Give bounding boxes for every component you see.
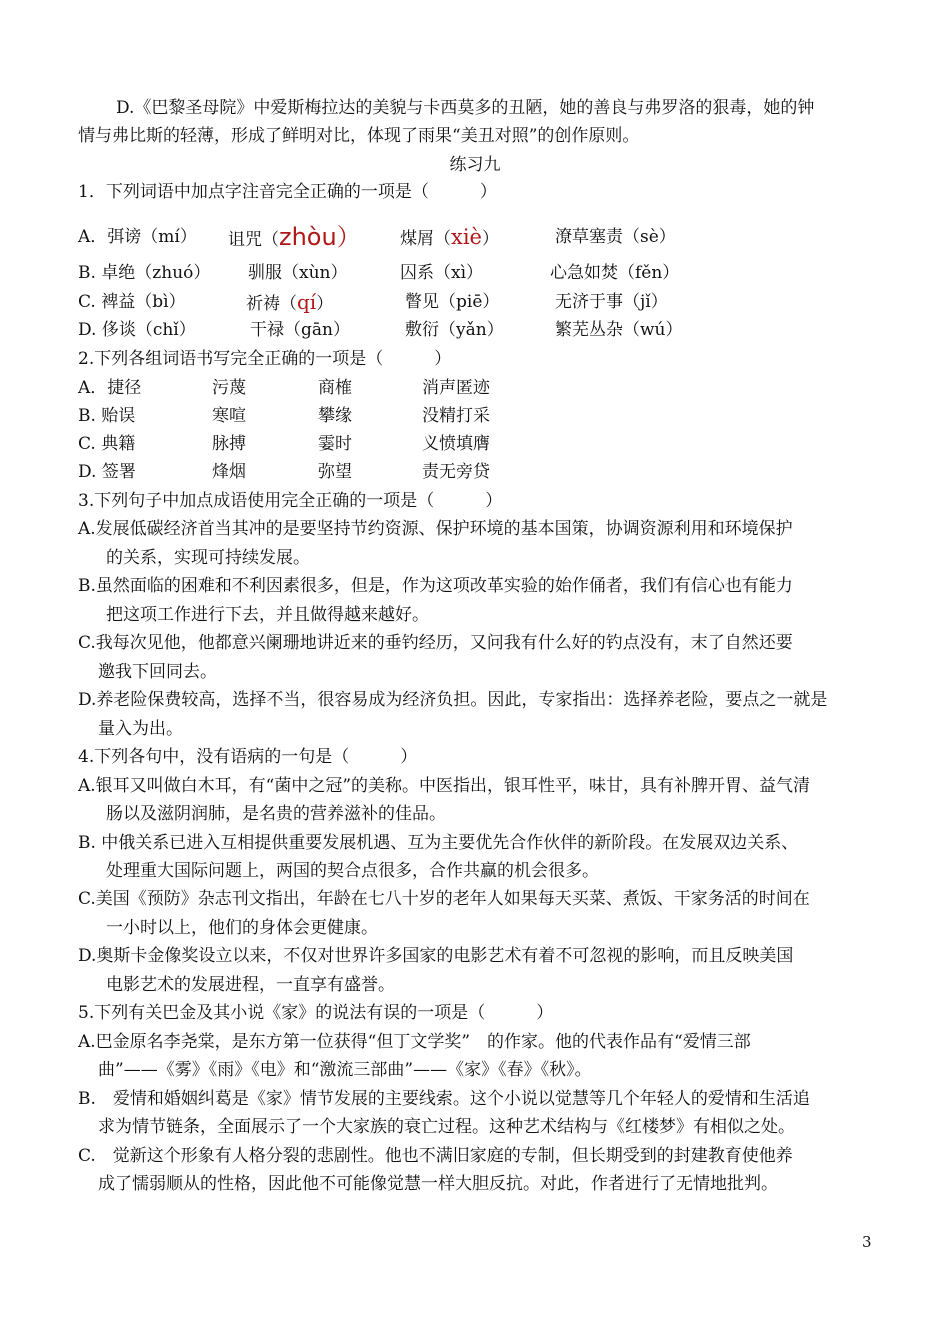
q1-row-b-2: 驯服（xùn） bbox=[248, 263, 348, 283]
q1-row-c-1: C. 裨益（bì） bbox=[78, 292, 186, 312]
q2-row-b-1: B. 贻误 bbox=[78, 406, 136, 426]
q2-row-b-2: 寒喧 bbox=[212, 406, 246, 426]
q4-b-line1: B. 中俄关系已进入互相提供重要发展机遇、互为主要优先合作伙伴的新阶段。在发展双边关系、 bbox=[78, 833, 799, 853]
q5-a-line1: A.巴金原名李尧棠，是东方第一位获得“但丁文学奖” 的作家。他的代表作品有“爱情三部 bbox=[78, 1032, 751, 1052]
q2-row-b-4: 没精打采 bbox=[422, 406, 490, 426]
intro-line-1: D.《巴黎圣母院》中爱斯梅拉达的美貌与卡西莫多的丑陋，她的善良与弗罗洛的狠毒，她的钟 bbox=[116, 98, 815, 118]
q2-row-d-3: 弥望 bbox=[318, 462, 352, 482]
q1-row-c-2 bbox=[246, 291, 333, 315]
q1-row-a-4: 潦草塞责（sè） bbox=[555, 227, 676, 247]
q3-c-line1: C.我每次见他，他都意兴阑珊地讲近来的垂钓经历，又问我有什么好的钓点没有，末了自然还要 bbox=[78, 633, 793, 653]
q2-row-a-2: 污蔑 bbox=[212, 378, 246, 398]
q5-c-line1: C. 觉新这个形象有人格分裂的悲剧性。他也不满旧家庭的专制，但长期受到的封建教育使他养 bbox=[78, 1146, 793, 1166]
q2-row-a-4: 消声匿迹 bbox=[422, 378, 490, 398]
q2-row-b-3: 攀缘 bbox=[318, 406, 352, 426]
q1-stem: 1．下列词语中加点字注音完全正确的一项是（ ） bbox=[78, 182, 497, 202]
q2-row-c-4: 义愤填膺 bbox=[422, 434, 490, 454]
q5-stem: 5.下列有关巴金及其小说《家》的说法有误的一项是（ ） bbox=[78, 1003, 554, 1023]
q1-c-pinyin2: qí bbox=[297, 290, 317, 314]
q1-row-b-1: B. 卓绝（zhuó） bbox=[78, 263, 211, 283]
q4-c-line1: C.美国《预防》杂志刊文指出，年龄在七八十岁的老年人如果每天买菜、煮饭、干家务活的时间在 bbox=[78, 889, 810, 909]
q4-c-line2: 一小时以上，他们的身体会更健康。 bbox=[106, 918, 378, 938]
q1-row-b-3: 囚系（xì） bbox=[400, 263, 484, 283]
page-number: 3 bbox=[862, 1233, 872, 1251]
q5-b-line2: 求为情节链条，全面展示了一个大家族的衰亡过程。这种艺术结构与《红楼梦》有相似之处。 bbox=[98, 1117, 795, 1137]
q1-a-pinyin2: zhòu bbox=[279, 223, 337, 251]
q2-row-d-4: 责无旁贷 bbox=[422, 462, 490, 482]
q1-a-paren2: ） bbox=[336, 223, 361, 251]
q2-row-a-3: 商榷 bbox=[318, 378, 352, 398]
q1-row-b-4: 心急如焚（fěn） bbox=[550, 263, 680, 283]
q4-b-line2: 处理重大国际问题上，两国的契合点很多，合作共赢的机会很多。 bbox=[106, 861, 599, 881]
q2-row-c-3: 霎时 bbox=[318, 434, 352, 454]
q5-a-line2: 曲”——《雾》《雨》《电》和“激流三部曲”——《家》《春》《秋》。 bbox=[98, 1060, 592, 1080]
q1-row-d-3: 敷衍（yǎn） bbox=[405, 320, 504, 340]
q2-row-a-1: A．捷径 bbox=[78, 378, 142, 398]
section-title: 练习九 bbox=[449, 155, 501, 175]
q1-a-word3: 煤屑（ bbox=[400, 229, 451, 249]
q4-d-line2: 电影艺术的发展进程，一直享有盛誉。 bbox=[106, 975, 395, 995]
q1-c-paren2: ） bbox=[316, 294, 334, 314]
q4-a-line1: A.银耳又叫做白木耳，有“菌中之冠”的美称。中医指出，银耳性平，味甘，具有补脾开胃、益气清 bbox=[78, 776, 811, 796]
q1-row-a-1: A．弭谤（mí） bbox=[78, 227, 197, 247]
q1-row-d-1: D. 侈谈（chǐ） bbox=[78, 320, 196, 340]
q3-d-line2: 量入为出。 bbox=[98, 719, 183, 739]
q4-a-line2: 肠以及滋阴润肺，是名贵的营养滋补的佳品。 bbox=[106, 804, 446, 824]
q2-row-d-1: D. 签署 bbox=[78, 462, 136, 482]
q1-a-word2: 诅咒（ bbox=[228, 230, 279, 250]
q3-b-line1: B.虽然面临的困难和不利因素很多，但是，作为这项改革实验的始作俑者，我们有信心也有能力 bbox=[78, 576, 793, 596]
q1-row-c-3: 瞥见（piē） bbox=[405, 292, 500, 312]
q4-stem: 4.下列各句中，没有语病的一句是（ ） bbox=[78, 747, 418, 767]
q1-row-a-2 bbox=[228, 223, 361, 251]
q4-d-line1: D.奥斯卡金像奖设立以来，不仅对世界许多国家的电影艺术有着不可忽视的影响，而且反映美国 bbox=[78, 946, 794, 966]
q3-d-line1: D.养老险保费较高，选择不当，很容易成为经济负担。因此，专家指出：选择养老险，要点之一就是 bbox=[78, 690, 828, 710]
q2-row-d-2: 烽烟 bbox=[212, 462, 246, 482]
q1-row-d-4: 繁芜丛杂（wú） bbox=[555, 320, 683, 340]
q5-c-line2: 成了懦弱顺从的性格，因此他不可能像觉慧一样大胆反抗。对此，作者进行了无情地批判。 bbox=[98, 1174, 778, 1194]
q2-row-c-2: 脉搏 bbox=[212, 434, 246, 454]
q1-c-word2: 祈祷（ bbox=[246, 294, 297, 314]
q3-a-line1: A.发展低碳经济首当其冲的是要坚持节约资源、保护环境的基本国策，协调资源利用和环境保护 bbox=[78, 519, 793, 539]
q3-stem: 3.下列句子中加点成语使用完全正确的一项是（ ） bbox=[78, 491, 503, 511]
q5-b-line1: B. 爱情和婚姻纠葛是《家》情节发展的主要线索。这个小说以觉慧等几个年轻人的爱情和生活追 bbox=[78, 1089, 810, 1109]
q1-a-pinyin3: xiè bbox=[451, 225, 482, 249]
intro-line-2: 情与弗比斯的轻薄，形成了鲜明对比，体现了雨果“美丑对照”的创作原则。 bbox=[78, 126, 640, 146]
q3-a-line2: 的关系，实现可持续发展。 bbox=[106, 548, 310, 568]
q2-row-c-1: C. 典籍 bbox=[78, 434, 136, 454]
q1-a-paren3: ） bbox=[482, 229, 499, 249]
q3-c-line2: 邀我下回同去。 bbox=[98, 662, 217, 682]
q3-b-line2: 把这项工作进行下去，并且做得越来越好。 bbox=[106, 605, 429, 625]
q1-row-a-3 bbox=[400, 226, 499, 250]
q2-stem: 2.下列各组词语书写完全正确的一项是（ ） bbox=[78, 349, 452, 369]
q1-row-d-2: 干禄（gān） bbox=[250, 320, 350, 340]
q1-row-c-4: 无济于事（jǐ） bbox=[555, 292, 668, 312]
